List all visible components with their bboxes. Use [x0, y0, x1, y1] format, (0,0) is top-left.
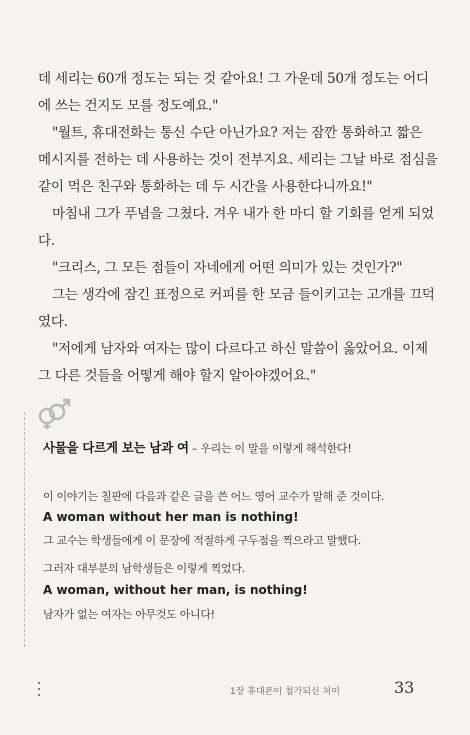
box-line: 그 교수는 학생들에게 이 문장에 적절하게 구두점을 찍으라고 말했다. — [43, 534, 361, 547]
box-subheading: – 우리는 이 말을 이렇게 해석한다! — [188, 442, 352, 455]
paragraph: "월트, 휴대전화는 통신 수단 아닌가요? 저는 잠깐 통화하고 짧은 메시지를 전하는 데 사용하는 것이 전부지요. 세리는 그날 바로 점심을 같이 먹은 친구와 통화하는 데 두 시간을 사용한다니까요!" — [38, 125, 438, 195]
gender-symbols-icon — [35, 396, 75, 430]
paragraph: 마침내 그가 푸념을 그쳤다. 겨우 내가 한 마디 할 기회를 얻게 되었다. — [38, 206, 434, 249]
page-number: 33 — [394, 678, 415, 697]
box-line: 이 이야기는 칠판에 다음과 같은 글을 쓴 어느 영어 교수가 말해 준 것이다. — [43, 490, 385, 503]
page-footer — [0, 680, 470, 702]
footer-dots — [38, 682, 41, 700]
box-line-english: A woman, without her man, is nothing! — [43, 583, 308, 597]
box-title — [43, 438, 433, 456]
box-heading: 사물을 다르게 보는 남과 여 — [43, 440, 189, 455]
chapter-label: 1장 휴대폰이 첨가되신 처이 — [230, 687, 340, 697]
paragraph: "저에게 남자와 여자는 많이 다르다고 하신 말씀이 옳았어요. 이제 그 다른 것들을 어떻게 해야 할지 알아야겠어요." — [38, 341, 428, 384]
paragraph: 그는 생각에 잠긴 표정으로 커피를 한 모금 들이키고는 고개를 끄덕였다. — [38, 287, 435, 330]
paragraph: 데 세리는 60개 정도는 되는 것 같아요! 그 가운데 50개 정도는 어디에 쓰는 건지도 모를 정도예요." — [38, 71, 429, 114]
body-text — [38, 66, 438, 390]
box-line: 남자가 없는 여자는 아무것도 아니다! — [43, 608, 215, 621]
box-line: 그러자 대부분의 남학생들은 이렇게 찍었다. — [43, 562, 245, 575]
paragraph: "크리스, 그 모든 점들이 자네에게 어떤 의미가 있는 것인가?" — [52, 260, 403, 276]
box-line-english: A woman without her man is nothing! — [43, 510, 299, 524]
sidebar-box — [24, 412, 433, 647]
